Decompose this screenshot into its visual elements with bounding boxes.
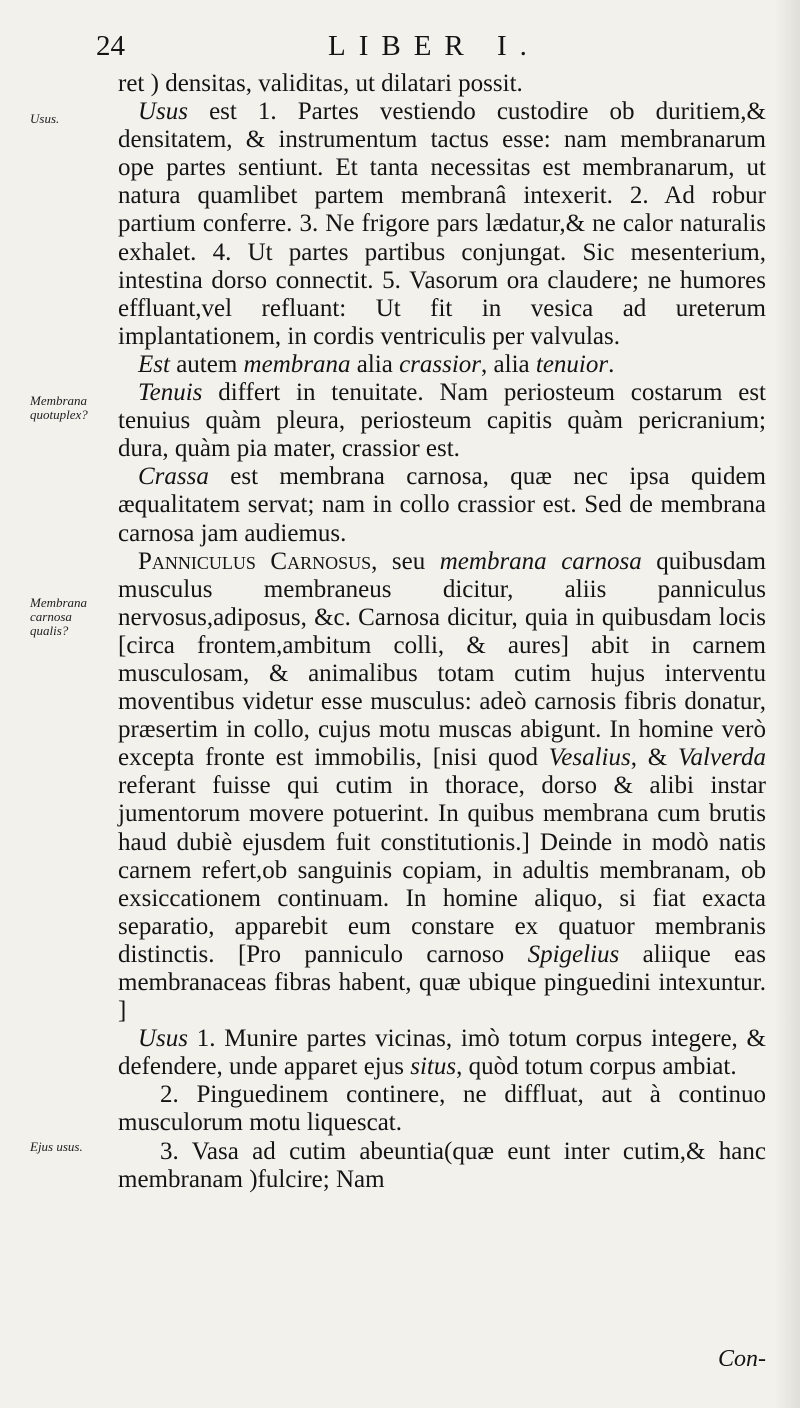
paragraph-lead: Usus <box>138 1025 189 1053</box>
page-edge-shadow <box>774 0 800 1408</box>
text-run: quibusdam musculus membraneus dicitur, aliis panniculus nervosus,adiposus, &c. Carnosa dicitur, quia in quibusdam locis [circa frontem,ambitum colli, & aures] abit in carnem musculosam, & animalibus totam cutim hujus interventu moventibus videtur esse musculus: adeò carnosis fibris donatur, præsertim in collo, cujus motu muscas abigunt. In homine verò excepta fronte est immobilis, [nisi quod <box>118 547 767 772</box>
text-run: referant fuisse qui cutim in thorace, dorso & alibi instar jumentorum movere potuerint. In quibus membrana cum brutis haud dubiè ejusdem fuit constitutionis.] Deinde in modò natis carnem refert,ob sanguinis copiam, in adultis membranam, ob exsiccationem continuam. In homine aliquo, si fiat exacta separatio, apparebit eum constare ex quatuor membranis distinctis. [Pro panniculo carnoso <box>118 772 766 968</box>
italic-run: Valverda <box>678 744 766 772</box>
text-run: aliique eas membranaceas fibras habent, quæ ubique pinguedini intexuntur. ] <box>118 940 767 1025</box>
text-run: alia <box>350 350 400 378</box>
margin-note-membrana-carnosa-qualis: Membrana carnosa qualis? <box>30 595 88 638</box>
paragraph-lead: Est <box>138 350 170 378</box>
margin-note-membrana-quotuplex: Membrana quotuplex? <box>30 393 88 422</box>
italic-run: crassior <box>399 350 482 378</box>
body-text <box>118 70 766 1194</box>
running-head: LIBER I. <box>328 30 540 62</box>
paragraph-pinguedinem: 2. Pinguedinem continere, ne diffluat, aut à continuo musculorum motu liquescat. <box>118 1081 766 1137</box>
margin-note-usus: Usus. <box>30 111 60 126</box>
italic-run: tenuior <box>535 350 609 378</box>
text-run: , alia <box>481 350 536 378</box>
paragraph-lead: Usus <box>138 98 189 126</box>
paragraph-vasa: 3. Vasa ad cutim abeuntia(quæ eunt inter cutim,& hanc membranam )fulcire; Nam <box>118 1137 766 1193</box>
text-run: autem <box>169 350 244 378</box>
paragraph-lead: Crassa <box>138 463 209 491</box>
paragraph-tenuis <box>118 379 766 463</box>
paragraph-panniculus <box>118 548 766 1026</box>
paragraph-est-autem <box>118 351 766 379</box>
italic-run: membrana <box>243 350 351 378</box>
text-run: 1. Munire partes vicinas, imò totum corpus integere, & defendere, unde apparet ejus <box>118 1025 766 1081</box>
paragraph-1: ret ) densitas, validitas, ut dilatari possit. <box>118 70 523 97</box>
italic-run: situs <box>410 1053 457 1081</box>
text-run: . <box>608 350 615 378</box>
catchword: Con- <box>718 1346 766 1372</box>
italic-run: Vesalius <box>548 744 631 772</box>
paragraph-text: differt in tenuitate. Nam periosteum costarum est tenuius quàm pleura, periosteum capitis quàm pericranium; dura, quàm pia mater, crassior est. <box>118 379 766 463</box>
margin-note-ejus-usus: Ejus usus. <box>30 1139 83 1154</box>
text-run: , & <box>630 744 679 772</box>
paragraph-text: est membrana carnosa, quæ nec ipsa quidem æqualitatem servat; nam in collo crassior est. Sed de membrana carnosa jam audiemus. <box>118 463 766 547</box>
page-number: 24 <box>96 30 125 62</box>
paragraph-crassa <box>118 463 766 547</box>
text-run: , seu <box>371 547 440 575</box>
italic-run: Spigelius <box>527 940 620 968</box>
paragraph-lead: Panniculus Carnosus <box>138 547 372 575</box>
italic-run: membrana carnosa <box>439 547 642 575</box>
paragraph-text: est 1. Partes vestiendo custodire ob duritiem,& densitatem, & instrumentum tactus esse: nam membranarum ope partes sentiunt. Et tanta necessitas est membranarum, ut natura quamlibet partem membranâ intexerit. 2. Ad robur partium conferre. 3. Ne frigore pars lædatur,& ne calor naturalis exhalet. 4. Ut partes partibus conjungat. Sic mesenterium, intestina dorso connectit. 5. Vasorum ora claudere; ne humores effluant,vel refluant: Ut fit in vesica ad ureterum implantationem, in cordis ventriculis per valvulas. <box>118 98 766 350</box>
paragraph-ejus-usus <box>118 1025 766 1081</box>
paragraph-usus <box>118 98 766 351</box>
paragraph-lead: Tenuis <box>138 379 203 407</box>
text-run: , quòd totum corpus ambiat. <box>456 1053 737 1081</box>
page-header <box>96 30 756 70</box>
